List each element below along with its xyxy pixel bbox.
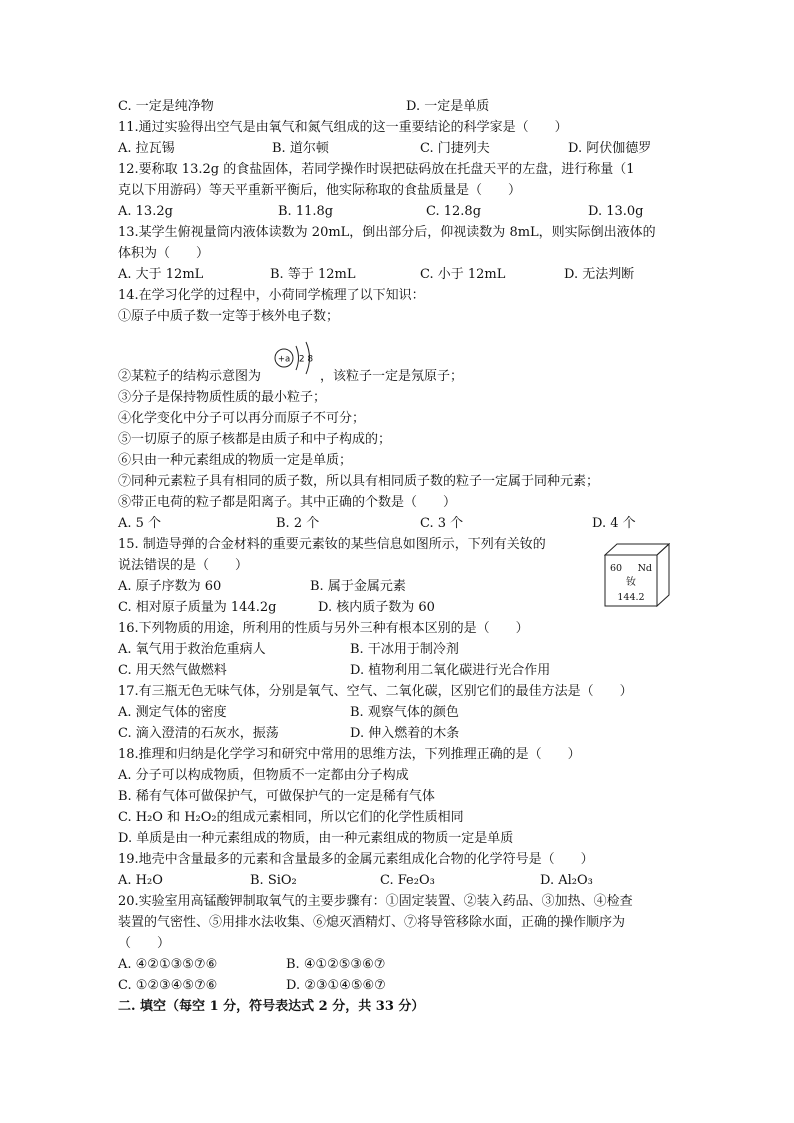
q14-item-4: ④化学变化中分子可以再分而原子不可分； xyxy=(118,411,366,426)
q13-option-d: D. 无法判断 xyxy=(564,267,635,282)
q11-option-b: B. 道尔顿 xyxy=(272,141,329,156)
q14-item-3: ③分子是保持物质性质的最小粒子； xyxy=(118,390,327,405)
q15-option-b: B. 属于金属元素 xyxy=(310,579,406,594)
q19-option-a: A. H₂O xyxy=(118,873,163,888)
q16-option-b: B. 干冰用于制冷剂 xyxy=(350,642,459,657)
q20-option-d: D. ②③①④⑤⑥⑦ xyxy=(286,978,386,993)
q17-option-b: B. 观察气体的颜色 xyxy=(350,705,459,720)
q12-option-d: D. 13.0g xyxy=(588,204,644,219)
q16-option-a: A. 氧气用于救治危重病人 xyxy=(118,642,266,657)
q19-option-d: D. Al₂O₃ xyxy=(540,873,593,888)
q19-option-c: C. Fe₂O₃ xyxy=(380,873,435,888)
q18-option-b: B. 稀有气体可做保护气，可做保护气的一定是稀有气体 xyxy=(118,789,435,804)
q16-stem: 16.下列物质的用途，所利用的性质与另外三种有根本区别的是（ ） xyxy=(118,621,529,636)
q14-item-5: ⑤一切原子的原子核都是由质子和中子构成的； xyxy=(118,432,392,447)
q17-stem: 17.有三瓶无色无味气体，分别是氧气、空气、二氧化碳，区别它们的最佳方法是（ ） xyxy=(118,684,633,699)
q10-option-d: D. 一定是单质 xyxy=(406,99,490,114)
q13-stem-line1: 13.某学生俯视量筒内液体读数为 20mL，倒出部分后，仰视读数为 8mL，则实际倒出液体的 xyxy=(118,225,656,240)
q14-item-1: ①原子中质子数一定等于核外电子数； xyxy=(118,309,340,324)
q11-option-c: C. 门捷列夫 xyxy=(420,141,490,156)
q14-item-7: ⑦同种元素粒子具有相同的质子数，所以具有相同质子数的粒子一定属于同种元素； xyxy=(118,474,600,489)
q14-option-d: D. 4 个 xyxy=(592,516,636,531)
q11-option-a: A. 拉瓦锡 xyxy=(118,141,175,156)
q13-option-c: C. 小于 12mL xyxy=(420,267,506,282)
element-name: 钕 xyxy=(626,577,636,588)
q16-option-d: D. 植物利用二氧化碳进行光合作用 xyxy=(350,663,551,678)
q18-stem: 18.推理和归纳是化学学习和研究中常用的思维方法，下列推理正确的是（ ） xyxy=(118,747,581,762)
q20-stem-line3: （ ） xyxy=(118,936,171,951)
atomic-number: 60 xyxy=(610,563,623,574)
q15-option-c: C. 相对原子质量为 144.2g xyxy=(118,600,277,615)
q14-item-2-prefix: ②某粒子的结构示意图为 xyxy=(118,369,262,384)
q20-stem-line2: 装置的气密性、⑤用排水法收集、⑥熄灭酒精灯、⑦将导管移除水面，正确的操作顺序为 xyxy=(118,915,626,930)
q12-option-a: A. 13.2g xyxy=(118,204,173,219)
q18-option-c: C. H₂O 和 H₂O₂的组成元素相同，所以它们的化学性质相同 xyxy=(118,810,464,825)
q17-option-d: D. 伸入燃着的木条 xyxy=(350,726,460,741)
q20-option-b: B. ④①②⑤③⑥⑦ xyxy=(286,957,386,972)
electron-shell-label: 2 8 xyxy=(298,354,314,365)
q19-stem: 19.地壳中含量最多的元素和含量最多的金属元素组成化合物的化学符号是（ ） xyxy=(118,852,594,867)
q14-item-8: ⑧带正电荷的粒子都是阳离子。其中正确的个数是（ ） xyxy=(118,495,457,510)
section-2-heading: 二. 填空（每空 1 分，符号表达式 2 分，共 33 分） xyxy=(118,999,425,1014)
q20-stem-line1: 20.实验室用高锰酸钾制取氧气的主要步骤有：①固定装置、②装入药品、③加热、④检查 xyxy=(118,894,633,909)
q17-option-c: C. 滴入澄清的石灰水，振荡 xyxy=(118,726,279,741)
q13-option-a: A. 大于 12mL xyxy=(118,267,204,282)
q12-option-b: B. 11.8g xyxy=(278,204,334,219)
nucleus-label: +a xyxy=(277,354,291,365)
q12-option-c: C. 12.8g xyxy=(426,204,482,219)
q19-option-b: B. SiO₂ xyxy=(250,873,297,888)
atomic-mass: 144.2 xyxy=(617,592,645,603)
q11-stem: 11.通过实验得出空气是由氧气和氮气组成的这一重要结论的科学家是（ ） xyxy=(118,120,568,135)
q18-option-d: D. 单质是由一种元素组成的物质，由一种元素组成的物质一定是单质 xyxy=(118,831,514,846)
q20-option-a: A. ④②①③⑤⑦⑥ xyxy=(118,957,218,972)
q14-option-c: C. 3 个 xyxy=(420,516,464,531)
q13-option-b: B. 等于 12mL xyxy=(270,267,356,282)
q14-stem: 14.在学习化学的过程中，小荷同学梳理了以下知识： xyxy=(118,288,425,303)
q15-option-a: A. 原子序数为 60 xyxy=(118,579,222,594)
q11-option-d: D. 阿伏伽德罗 xyxy=(568,141,652,156)
q12-stem-line2: 克以下用游码）等天平重新平衡后，他实际称取的食盐质量是（ ） xyxy=(118,183,522,198)
element-cell-neodymium xyxy=(604,543,670,607)
q20-option-c: C. ①②③④⑤⑦⑥ xyxy=(118,978,218,993)
q12-stem-line1: 12.要称取 13.2g 的食盐固体，若同学操作时误把砝码放在托盘天平的左盘，进行称量（1 xyxy=(118,162,635,177)
q16-option-c: C. 用天然气做燃料 xyxy=(118,663,227,678)
q13-stem-line2: 体积为（ ） xyxy=(118,246,210,261)
q10-option-c: C. 一定是纯净物 xyxy=(118,99,214,114)
q15-option-d: D. 核内质子数为 60 xyxy=(318,600,435,615)
q14-option-b: B. 2 个 xyxy=(276,516,320,531)
q14-item-2-suffix: ，该粒子一定是氖原子； xyxy=(320,369,464,384)
q14-option-a: A. 5 个 xyxy=(118,516,162,531)
element-symbol: Nd xyxy=(637,563,652,574)
q18-option-a: A. 分子可以构成物质，但物质不一定都由分子构成 xyxy=(118,768,409,783)
q15-stem-line2: 说法错误的是（ ） xyxy=(118,558,249,573)
q17-option-a: A. 测定气体的密度 xyxy=(118,705,227,720)
q15-stem-line1: 15. 制造导弹的合金材料的重要元素钕的某些信息如图所示，下列有关钕的 xyxy=(118,537,546,552)
q14-item-6: ⑥只由一种元素组成的物质一定是单质； xyxy=(118,453,353,468)
